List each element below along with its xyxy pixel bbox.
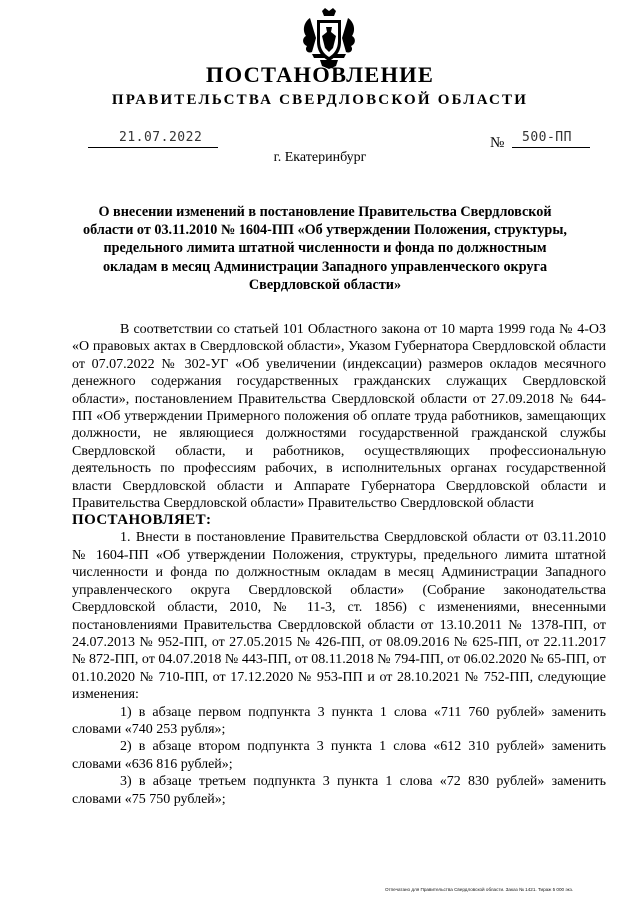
subitem-2-paragraph: 2) в абзаце втором подпункта 3 пункта 1 слова «612 310 рублей» заменить словами «636 816 рублей»; <box>72 739 606 772</box>
document-date: 21.07.2022 <box>119 130 203 145</box>
print-imprint: Отпечатано для Правительства Свердловской области. Заказ № 1421. Тираж 5 000 экз. <box>385 887 574 892</box>
document-title: О внесении изменений в постановление Правительства Свердловской области от 03.11.2010 № 1604-ПП «Об утверждении Положения, структуры, предельного лимита штатной численности и фонда по должностным окладам в месяц Администрации Западного управленческого округа Свердловской области» <box>83 204 567 293</box>
number-underline <box>512 147 590 148</box>
item-1-paragraph: 1. Внести в постановление Правительства Свердловской области от 03.11.2010 № 1604-ПП «Об утверждении Положения, структуры, предельного лимита штатной численности и фонда по должностным окладам в месяц Администрации Западного управленческого округа Свердловской области» (Собрание законодательства Свердловской области, 2010, № 11-3, ст. 1856) с изменениями, внесенными постановлениями Правительства Свердловской области от 13.10.2011 № 1378-ПП, от 24.07.2013 № 952-ПП, от 27.05.2015 № 426-ПП, от 08.09.2016 № 625-ПП, от 22.11.2017 № 872-ПП, от 04.07.2018 № 443-ПП, от 08.11.2018 № 794-ПП, от 06.02.2020 № 65-ПП, от 01.10.2020 № 710-ПП, от 17.12.2020 № 953-ПП и от 28.10.2021 № 752-ПП, следующие изменения: <box>72 530 606 703</box>
subitem-1-paragraph: 1) в абзаце первом подпункта 3 пункта 1 слова «711 760 рублей» заменить словами «740 253 рубля»; <box>72 704 606 737</box>
document-number: 500-ПП <box>522 130 572 145</box>
preamble-paragraph: В соответствии со статьей 101 Областного закона от 10 марта 1999 года № 4-ОЗ «О правовых актах в Свердловской области», Указом Губернатора Свердловской области от 07.07.2022 № 302-УГ «Об увеличении (индексации) размеров окладов месячного денежного содержания государственных гражданских служащих Свердловской области», постановлением Правительства Свердловской области от 27.09.2018 № 644-ПП «Об утверждении Примерного положения об оплате труда работников, замещающих должности, не являющиеся должностями государственной гражданской службы Свердловской области, и работников, осуществляющих профессиональную деятельность по профессиям рабочих, в исполнительных органах государственной власти Свердловской области и Аппарате Губернатора Свердловской области и Правительства Свердловской области» Правительство Свердловской области <box>72 322 606 512</box>
document-body <box>72 321 606 808</box>
number-sign: № <box>490 135 505 151</box>
subitem-3-paragraph: 3) в абзаце третьем подпункта 3 пункта 1 слова «72 830 рублей» заменить словами «75 750 рублей»; <box>72 774 606 807</box>
issuing-authority: ПРАВИТЕЛЬСТВА СВЕРДЛОВСКОЙ ОБЛАСТИ <box>111 92 529 108</box>
document-type: ПОСТАНОВЛЕНИЕ <box>205 62 435 87</box>
coat-of-arms-icon <box>300 8 358 70</box>
date-underline <box>88 147 218 148</box>
city: г. Екатеринбург <box>273 150 367 165</box>
decree-heading: ПОСТАНОВЛЯЕТ: <box>72 512 212 529</box>
